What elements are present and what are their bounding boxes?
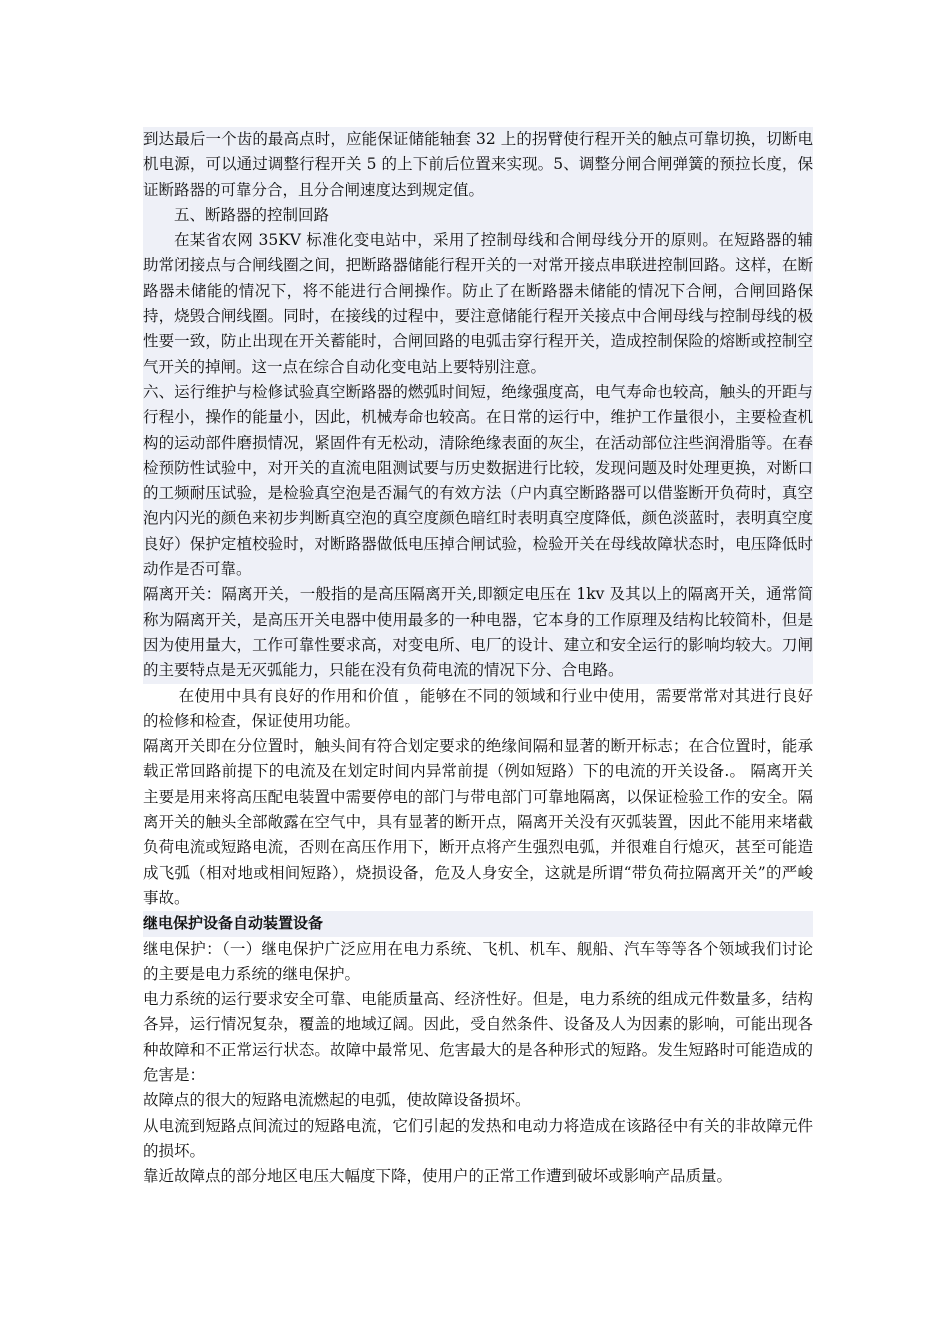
paragraph-disconnector-usage: 在使用中具有良好的作用和价值 ，能够在不同的领域和行业中使用，需要常常对其进行良好的检修和检查，保证使用功能。 bbox=[143, 686, 813, 730]
section-heading-control-circuit: 五、断路器的控制回路 bbox=[143, 203, 813, 228]
paragraph-hazard-heating: 从电流到短路点间流过的短路电流，它们引起的发热和电动力将造成在该路径中有关的非故障元件的损坏。 bbox=[143, 1116, 813, 1160]
paragraph-hazard-arc: 故障点的很大的短路电流燃起的电弧，使故障设备损坏。 bbox=[143, 1091, 531, 1110]
paragraph-relay-intro: 继电保护：（一）继电保护广泛应用在电力系统、飞机、机车、舰船、汽车等等各个领域我们讨论的主要是电力系统的继电保护。 bbox=[143, 939, 813, 983]
paragraph-spring-adjustment: 到达最后一个齿的最高点时，应能保证储能轴套 32 上的拐臂使行程开关的触点可靠切换，切断电机电源，可以通过调整行程开关 5 的上下前后位置来实现。5、调整分闸合闸弹簧的预拉长度，保证断路器的可靠分合，且分合闸速度达到规定值。 bbox=[143, 127, 813, 203]
document-page bbox=[143, 127, 813, 1189]
paragraph-disconnector-function: 隔离开关即在分位置时，触头间有符合划定要求的绝缘间隔和显著的断开标志；在合位置时，能承载正常回路前提下的电流及在划定时间内异常前提（例如短路）下的电流的开关设备.。 隔离开关主要是用来将高压配电装置中需要停电的部门与带电部门可靠地隔离，以保证检验工作的安全。隔离开关的触头全部敞露在空气中，具有显著的断开点，隔离开关没有灭弧装置，因此不能用来堵截负荷电流或短路电流，否则在高压作用下，断开点将产生强烈电弧，并很难自行熄灭，甚至可能造成飞弧（相对地或相间短路），烧损设备，危及人身安全，这就是所谓“带负荷拉隔离开关”的严峻事故。 bbox=[143, 737, 813, 907]
paragraph-control-circuit: 在某省农网 35KV 标准化变电站中，采用了控制母线和合闸母线分开的原则。在短路器的辅助常闭接点与合闸线圈之间，把断路器储能行程开关的一对常开接点串联进控制回路。这样，在断路器未储能的情况下，将不能进行合闸操作。防止了在断路器未储能的情况下合闸，合闸回路保持，烧毁合闸线圈。同时，在接线的过程中，要注意储能行程开关接点中合闸母线与控制母线的极性要一致，防止出现在开关蓄能时，合闸回路的电弧击穿行程开关，造成控制保险的熔断或控制空气开关的掉闸。这一点在综合自动化变电站上要特别注意。 bbox=[143, 228, 813, 380]
paragraph-hazard-voltage: 靠近故障点的部分地区电压大幅度下降，使用户的正常工作遭到破坏或影响产品质量。 bbox=[143, 1167, 733, 1186]
section-heading-relay-protection: 继电保护设备自动装置设备 bbox=[143, 911, 813, 936]
paragraph-maintenance: 六、运行维护与检修试验真空断路器的燃弧时间短，绝缘强度高，电气寿命也较高，触头的开距与行程小，操作的能量小，因此，机械寿命也较高。在日常的运行中，维护工作量很小，主要检查机构的运动部件磨损情况，紧固件有无松动，清除绝缘表面的灰尘，在活动部位注些润滑脂等。在春检预防性试验中，对开关的直流电阻测试要与历史数据进行比较，发现问题及时处理更换，对断口的工频耐压试验，是检验真空泡是否漏气的有效方法（户内真空断路器可以借鉴断开负荷时，真空泡内闪光的颜色来初步判断真空泡的真空度颜色暗红时表明真空度降低，颜色淡蓝时，表明真空度良好）保护定植校验时，对断路器做低电压掉合闸试验，检验开关在母线故障状态时，电压降低时动作是否可靠。 bbox=[143, 380, 813, 582]
paragraph-disconnector-intro: 隔离开关：隔离开关，一般指的是高压隔离开关,即额定电压在 1kv 及其以上的隔离开关，通常简称为隔离开关，是高压开关电器中使用最多的一种电器，它本身的工作原理及结构比较简朴，但是因为使用量大，工作可靠性要求高，对变电所、电厂的设计、建立和安全运行的影响均较大。刀闸的主要特点是无灭弧能力，只能在没有负荷电流的情况下分、合电路。 bbox=[143, 582, 813, 683]
paragraph-power-system: 电力系统的运行要求安全可靠、电能质量高、经济性好。但是，电力系统的组成元件数量多，结构各异，运行情况复杂，覆盖的地域辽阔。因此，受自然条件、设备及人为因素的影响，可能出现各种故障和不正常运行状态。故障中最常见、危害最大的是各种形式的短路。发生短路时可能造成的危害是： bbox=[143, 990, 813, 1084]
